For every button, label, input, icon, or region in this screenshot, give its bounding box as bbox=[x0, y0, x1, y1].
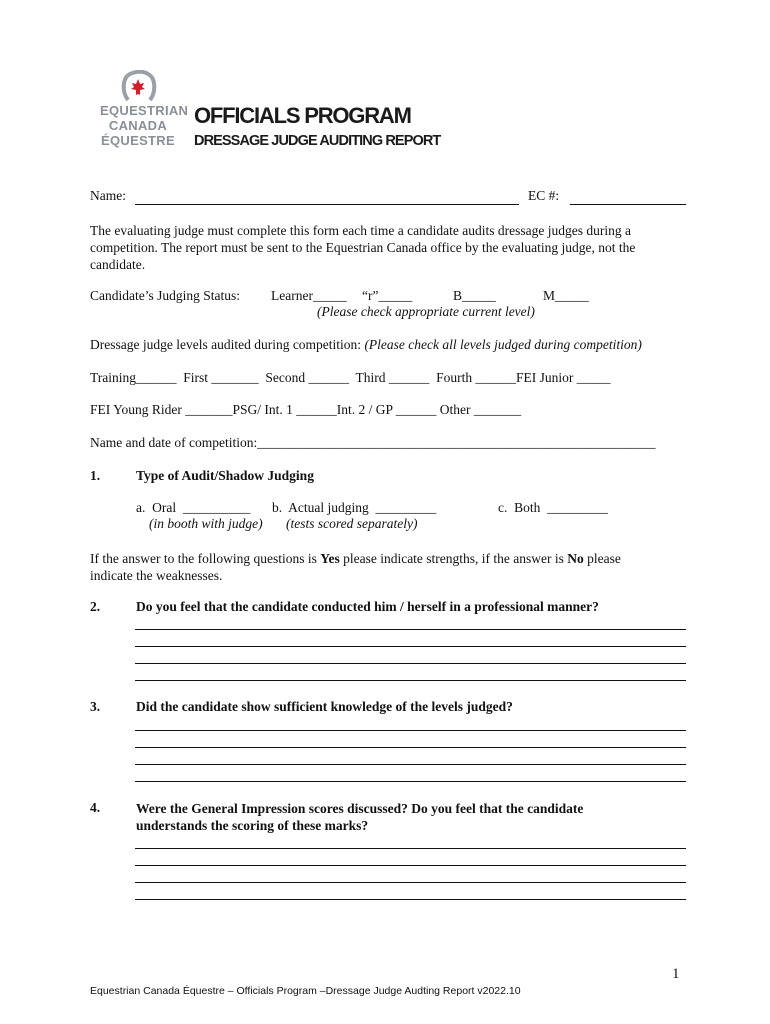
levels-row-1[interactable]: Training______ First _______ Second ______ Third ______ Fourth ______FEI Junior _____ bbox=[90, 370, 611, 385]
status-label: Candidate’s Judging Status: bbox=[90, 288, 240, 303]
q2-answer-line[interactable] bbox=[135, 629, 686, 630]
q4-number: 4. bbox=[90, 800, 101, 815]
instruction-line-2: indicate the weaknesses. bbox=[90, 568, 223, 583]
q4-answer-line[interactable] bbox=[135, 848, 686, 849]
q1-actual-note: (tests scored separately) bbox=[286, 516, 418, 531]
logo bbox=[100, 70, 189, 156]
q4-line-1: Were the General Impression scores discussed? Do you feel that the candidate bbox=[136, 801, 584, 816]
logo-line-3: ÉQUESTRE bbox=[101, 133, 175, 148]
footer-text: Equestrian Canada Équestre – Officials Program –Dressage Judge Audting Report v2022.10 bbox=[90, 985, 521, 997]
status-m[interactable]: M_____ bbox=[543, 288, 589, 303]
q2-text: Do you feel that the candidate conducted him / herself in a professional manner? bbox=[136, 599, 599, 614]
instruction-paragraph bbox=[90, 550, 680, 584]
q4-answer-line[interactable] bbox=[135, 865, 686, 866]
q4-answer-line[interactable] bbox=[135, 899, 686, 900]
logo-line-2: CANADA bbox=[108, 118, 168, 133]
name-field[interactable] bbox=[135, 204, 519, 205]
q4-text bbox=[136, 800, 583, 834]
q1-option-actual[interactable]: b. Actual judging _________ bbox=[272, 500, 437, 515]
q2-answer-line[interactable] bbox=[135, 680, 686, 681]
instruction-part-2: please indicate strengths, if the answer is bbox=[339, 551, 568, 566]
levels-row-2[interactable]: FEI Young Rider _______PSG/ Int. 1 ______Int. 2 / GP ______ Other _______ bbox=[90, 402, 522, 417]
competition-field[interactable]: Name and date of competition:___________________________________________________________ bbox=[90, 435, 656, 450]
levels-heading bbox=[90, 337, 642, 353]
page-number: 1 bbox=[672, 966, 680, 982]
ec-number-field[interactable] bbox=[570, 204, 686, 205]
page-subtitle: DRESSAGE JUDGE AUDITING REPORT bbox=[194, 133, 441, 149]
levels-note: (Please check all levels judged during competition) bbox=[364, 337, 642, 352]
q3-number: 3. bbox=[90, 699, 101, 714]
status-note: (Please check appropriate current level) bbox=[317, 304, 535, 319]
q1-option-both[interactable]: c. Both _________ bbox=[498, 500, 608, 515]
q3-text: Did the candidate show sufficient knowledge of the levels judged? bbox=[136, 699, 513, 714]
intro-paragraph: The evaluating judge must complete this form each time a candidate audits dressage judges during a competition. The report must be sent to the Equestrian Canada office by the evaluating judge, not the candidate. bbox=[90, 223, 636, 272]
q4-answer-line[interactable] bbox=[135, 882, 686, 883]
status-learner[interactable]: Learner_____ bbox=[271, 288, 347, 303]
q3-answer-line[interactable] bbox=[135, 730, 686, 731]
instruction-no: No bbox=[567, 551, 584, 566]
horseshoe-maple-leaf-icon bbox=[100, 70, 176, 102]
instruction-part-3: please bbox=[583, 551, 621, 566]
q2-answer-line[interactable] bbox=[135, 646, 686, 647]
q1-number: 1. bbox=[90, 468, 101, 483]
q1-option-oral[interactable]: a. Oral __________ bbox=[136, 500, 251, 515]
q3-answer-line[interactable] bbox=[135, 747, 686, 748]
q4-line-2: understands the scoring of these marks? bbox=[136, 818, 369, 833]
q1-oral-note: (in booth with judge) bbox=[149, 516, 263, 531]
q1-title: Type of Audit/Shadow Judging bbox=[136, 468, 314, 483]
instruction-yes: Yes bbox=[320, 551, 340, 566]
q2-answer-line[interactable] bbox=[135, 663, 686, 664]
status-b[interactable]: B_____ bbox=[453, 288, 496, 303]
q3-answer-line[interactable] bbox=[135, 781, 686, 782]
ec-label: EC #: bbox=[528, 188, 560, 203]
page-title: OFFICIALS PROGRAM bbox=[194, 103, 411, 128]
q2-number: 2. bbox=[90, 599, 101, 614]
status-r[interactable]: “r”_____ bbox=[362, 288, 413, 303]
name-label: Name: bbox=[90, 188, 126, 203]
levels-label: Dressage judge levels audited during competition: bbox=[90, 337, 362, 352]
instruction-part-1: If the answer to the following questions is bbox=[90, 551, 321, 566]
q3-answer-line[interactable] bbox=[135, 764, 686, 765]
logo-line-1: EQUESTRIAN bbox=[100, 103, 189, 118]
